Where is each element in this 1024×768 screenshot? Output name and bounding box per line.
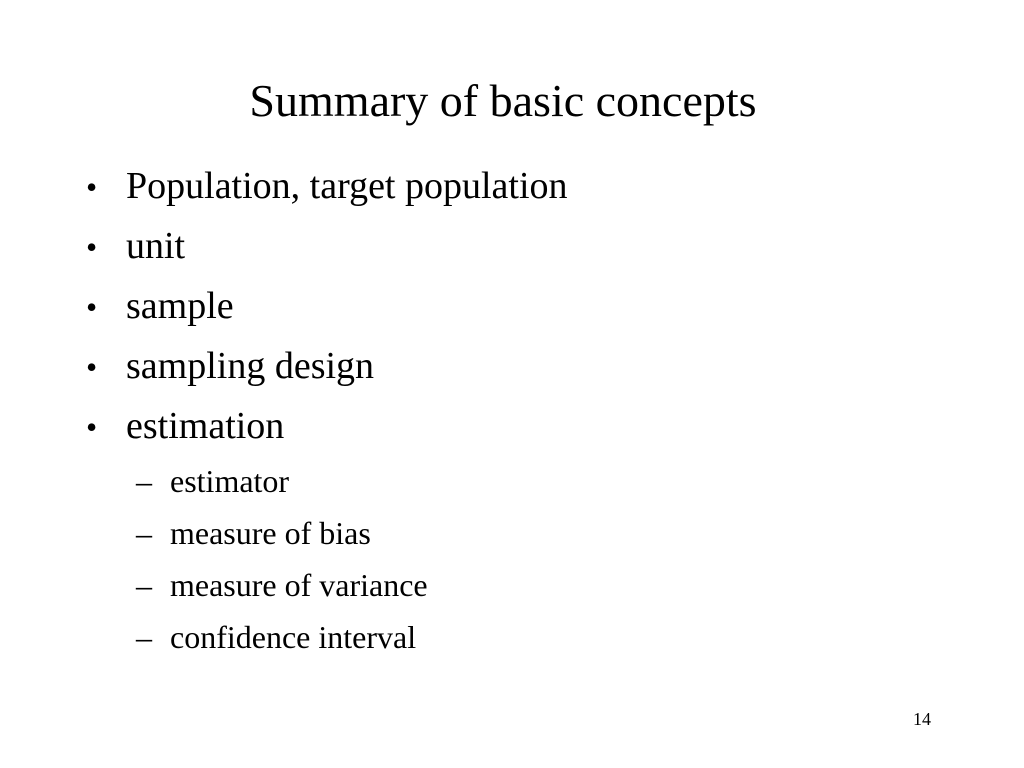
bullet-text: unit	[126, 225, 186, 267]
slide-title: Summary of basic concepts	[249, 75, 757, 126]
bullet-item-unit	[86, 216, 568, 276]
bullet-item-sampling-design	[86, 336, 568, 396]
bullet-text: estimation	[126, 405, 285, 447]
bullet-mark: •	[86, 289, 98, 325]
bullet-text: Population, target population	[126, 165, 568, 207]
bullet-item-estimation	[86, 396, 568, 456]
bullet-list	[86, 156, 568, 456]
bullet-item-sample	[86, 276, 568, 336]
sub-bullet-item-measure-of-bias	[136, 507, 428, 559]
sub-bullet-item-estimator	[136, 455, 428, 507]
sub-bullet-mark: –	[136, 619, 152, 655]
sub-bullet-text: estimator	[170, 463, 290, 499]
sub-bullet-item-confidence-interval	[136, 611, 428, 663]
sub-bullet-text: measure of variance	[170, 567, 428, 603]
sub-bullet-item-measure-of-variance	[136, 559, 428, 611]
bullet-mark: •	[86, 349, 98, 385]
sub-bullet-mark: –	[136, 463, 152, 499]
sub-bullet-text: measure of bias	[170, 515, 371, 551]
page-number: 14	[913, 709, 931, 729]
bullet-item-population	[86, 156, 568, 216]
bullet-text: sampling design	[126, 345, 375, 387]
sub-bullet-mark: –	[136, 567, 152, 603]
sub-bullet-list	[136, 455, 428, 663]
bullet-mark: •	[86, 229, 98, 265]
sub-bullet-text: confidence interval	[170, 619, 417, 655]
bullet-mark: •	[86, 409, 98, 445]
sub-bullet-mark: –	[136, 515, 152, 551]
bullet-text: sample	[126, 285, 234, 327]
bullet-mark: •	[86, 169, 98, 205]
